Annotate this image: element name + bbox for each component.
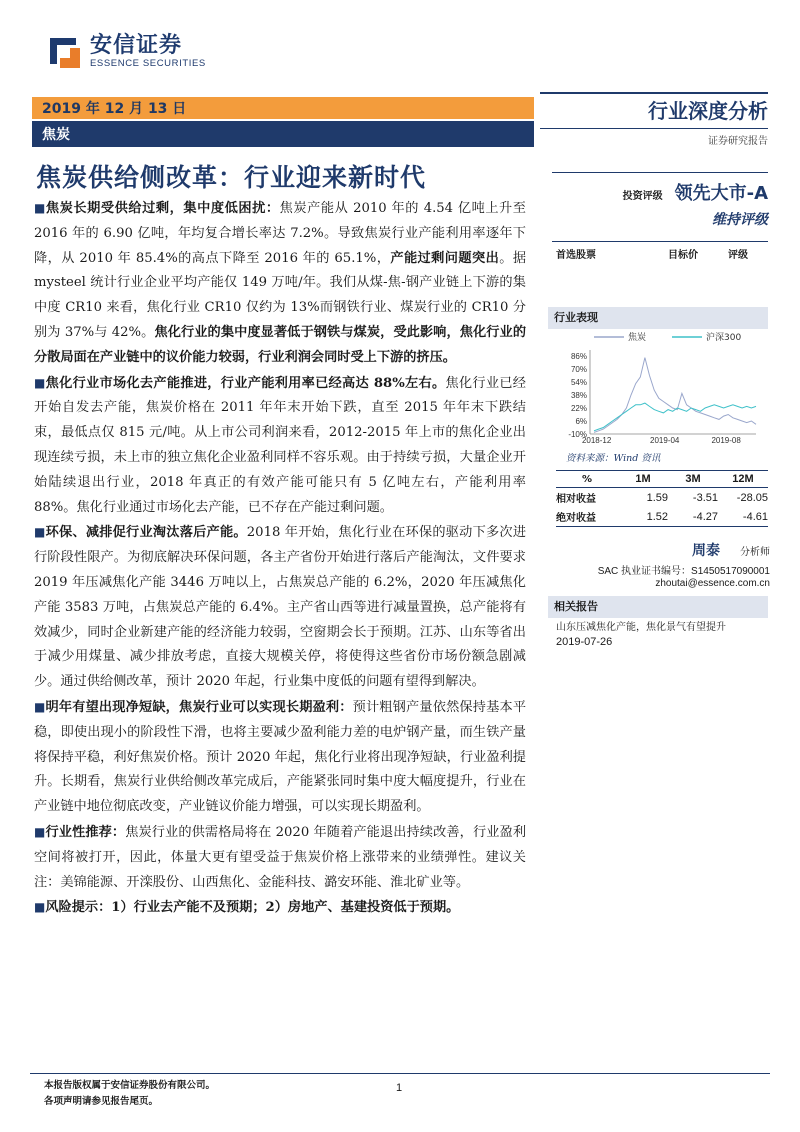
footer-divider — [30, 1073, 770, 1074]
chart-y-tick-label: 22% — [570, 404, 587, 413]
page-title: 焦炭供给侧改革：行业迎来新时代 — [36, 163, 427, 192]
brand-name-cn: 安信证券 — [90, 33, 183, 58]
paragraph-emphasis: 产能过剩问题突出 — [390, 250, 500, 266]
related-report-title[interactable]: 山东压减焦化产能，焦化景气有望提升 — [556, 622, 726, 633]
report-date: 2019 年 12 月 13 日 — [42, 101, 187, 117]
paragraph-text: 预计粗钢产量依然保持基本平稳，即使出现小的阶段性下滑，也将主要减少盈利能力差的电炉钢产量，而生铁产量将保持平稳，利好焦炭价格。预计 2020 年起，焦化行业将出现净短缺，行业盈利提升。长期看，焦炭行业供给侧改革完成后，产能紧张同时集中度大幅度提升，行业在产业链中地位彻底改变，产业链议价能力增强，可以实现长期盈利。 — [34, 699, 527, 815]
date-bar — [32, 97, 534, 119]
rating-block — [552, 172, 768, 229]
table-cell: -4.61 — [742, 510, 768, 523]
related-report[interactable] — [556, 620, 768, 650]
bullet-square-icon: ■ — [34, 824, 46, 839]
bullet-square-icon: ■ — [34, 201, 46, 215]
page-number: 1 — [396, 1082, 403, 1094]
paragraph-emphasis: 焦化行业的集中度显著低于钢铁与煤炭，受此影响，焦化行业的分散局面在产业链中的议价能力较弱，行业利润会同时受上下游的挤压。 — [34, 324, 527, 365]
performance-chart — [556, 328, 768, 444]
paragraph-text: 2018 年开始，焦化行业在环保的驱动下多次进行阶段性限产。为彻底解决环保问题，各主产省份开始进行落后产能淘汰，文件要求 2019 年压减焦化产能 3446 万吨以上，占焦炭总产能的 6.2%，2020 年压减焦化产能 3583 万吨，占焦炭总产能的 6.4%。主产省山西等进行减量置换，总产能将有效减少，同时企业新建产能的经济能力较弱，空窗期会长于预期。江苏、山东等省出于减少用煤量、减少排放考虑，直接大规模关停，将使得这些省份市场份额急剧减少。通过供给侧改革，预计 2020 年起，行业集中度低的问题有望得到解决。 — [34, 525, 527, 690]
paragraph-supply — [34, 196, 526, 371]
table-cell: -4.27 — [692, 510, 718, 523]
paragraph-risk — [34, 895, 526, 921]
picks-col-rating: 评级 — [728, 250, 748, 261]
bullet-square-icon: ■ — [34, 375, 46, 390]
rating-action: 维持评级 — [712, 212, 768, 228]
paragraph-lead: 焦化行业市场化去产能推进，行业产能利用率已经高达 88%左右。 — [45, 375, 446, 391]
chart-y-tick-label: 54% — [570, 378, 587, 387]
chart-series-line — [594, 358, 756, 433]
analyst-block — [560, 540, 770, 589]
chart-y-tick-label: 70% — [570, 365, 587, 374]
chart-x-tick-label: 2019-08 — [711, 436, 741, 444]
logo-mark-icon — [44, 32, 84, 72]
table-cell: 1.52 — [646, 510, 668, 523]
picks-col-target: 目标价 — [668, 250, 698, 261]
chart-x-tick-label: 2018-12 — [581, 436, 612, 444]
paragraph-environment — [34, 520, 526, 695]
footer-line-1: 本报告版权属于安信证券股份有限公司。 — [44, 1080, 216, 1091]
paragraph-lead: 明年有望出现净短缺，焦炭行业可以实现长期盈利： — [45, 699, 353, 715]
paragraph-text: 焦化行业已经开始自发去产能，焦炭价格在 2011 年年末开始下跌，直至 2015 年年末下跌结束，最低点仅 815 元/吨。从上市公司利润来看，2012-2015 年上市的焦化企业出现连续亏损，未上市的独立焦化企业盈利同样不容乐观。由于持续亏损，大量企业开始陆续退出行业，2018 年真正的有效产能可能只有 5 亿吨左右，产能利用率 88%。焦化行业通过市场化去产能，已不存在产能过剩问题。 — [34, 375, 526, 515]
chart-legend-label: 焦炭 — [628, 333, 647, 343]
performance-title: 行业表现 — [548, 307, 768, 329]
paragraph-text: 焦炭行业的供需格局将在 2020 年随着产能退出持续改善，行业盈利空间将被打开，因此，体量大更有望受益于焦炭价格上涨带来的业绩弹性。建议关注：美锦能源、开滦股份、山西焦化、金能科技、潞安环能、淮北矿业等。 — [34, 824, 527, 890]
performance-table-header — [556, 470, 768, 488]
row-label: 绝对收益 — [556, 513, 596, 524]
table-divider — [556, 526, 768, 527]
table-cell: 1.59 — [646, 491, 668, 504]
sector-name: 焦炭 — [42, 127, 70, 143]
paragraph-outlook — [34, 695, 526, 820]
paragraph-lead: 行业性推荐： — [45, 824, 126, 840]
paragraph-lead: 环保、减排促行业淘汰落后产能。 — [45, 525, 247, 541]
performance-table — [556, 470, 768, 527]
paragraph-capacity — [34, 371, 526, 521]
table-header-cell: 3M — [685, 473, 701, 485]
rating-value: 领先大市-A — [674, 183, 768, 204]
bullet-square-icon: ■ — [34, 699, 46, 714]
report-body — [34, 196, 526, 921]
paragraph-recommendation — [34, 820, 526, 895]
chart-x-tick-label: 2019-04 — [650, 436, 680, 444]
performance-chart-svg — [556, 328, 768, 444]
chart-y-tick-label: 38% — [570, 391, 587, 400]
paragraph-text: 。据 mysteel 统计行业企业平均产能仅 149 万吨/年。我们从煤-焦-钢产业链上下游的集中度 CR10 来看，焦化行业 CR10 仅约为 13%而钢铁行业、煤炭行业的 CR10 分别为 37%与 42%。 — [34, 250, 527, 340]
report-subtype: 证券研究报告 — [540, 128, 768, 147]
chart-legend-label: 沪深300 — [706, 333, 742, 343]
sector-bar — [32, 121, 534, 147]
picks-header — [552, 241, 768, 261]
table-cell: -28.05 — [736, 491, 768, 504]
picks-col-stock: 首选股票 — [556, 250, 596, 261]
analyst-sac: SAC 执业证书编号：S1450517090001 — [597, 566, 770, 577]
chart-y-tick-label: 6% — [575, 417, 587, 426]
brand-name-en: ESSENCE SECURITIES — [90, 58, 206, 69]
chart-y-tick-label: -10% — [568, 430, 587, 439]
paragraph-text: 焦炭产能从 2010 年的 4.54 亿吨上升至 2016 年的 6.90 亿吨，年均复合增长率达 7.2%。导致焦炭行业产能利用率逐年下降，从 2010 年 85.4%的高点下降至 2016 年的 65.1%， — [34, 201, 526, 266]
paragraph-lead: 焦炭长期受供给过剩，集中度低困扰： — [45, 201, 280, 216]
rating-label: 投资评级 — [622, 191, 663, 202]
table-header-cell: 1M — [635, 473, 651, 485]
paragraph-lead: 风险提示：1）行业去产能不及预期；2）房地产、基建投资低于预期。 — [45, 900, 460, 916]
table-header-cell: % — [581, 473, 593, 485]
table-row — [556, 488, 768, 507]
chart-source: 资料来源：Wind 资讯 — [566, 453, 661, 464]
report-type: 行业深度分析 — [648, 99, 768, 123]
related-report-date: 2019-07-26 — [556, 636, 613, 648]
chart-y-tick-label: 86% — [570, 352, 587, 361]
brand-logo — [44, 32, 206, 72]
table-cell: -3.51 — [692, 491, 718, 504]
footer-disclaimer — [44, 1078, 215, 1110]
bullet-square-icon: ■ — [34, 525, 46, 540]
bullet-square-icon: ■ — [34, 900, 46, 915]
related-title: 相关报告 — [548, 596, 768, 618]
report-type-block — [540, 92, 768, 147]
footer-line-2: 各项声明请参见报告尾页。 — [44, 1096, 159, 1107]
row-label: 相对收益 — [556, 494, 596, 505]
analyst-role: 分析师 — [740, 547, 770, 558]
table-row — [556, 507, 768, 526]
analyst-name: 周泰 — [692, 543, 720, 559]
table-header-cell: 12M — [732, 473, 754, 485]
analyst-email: zhoutai@essence.com.cn — [655, 578, 770, 589]
